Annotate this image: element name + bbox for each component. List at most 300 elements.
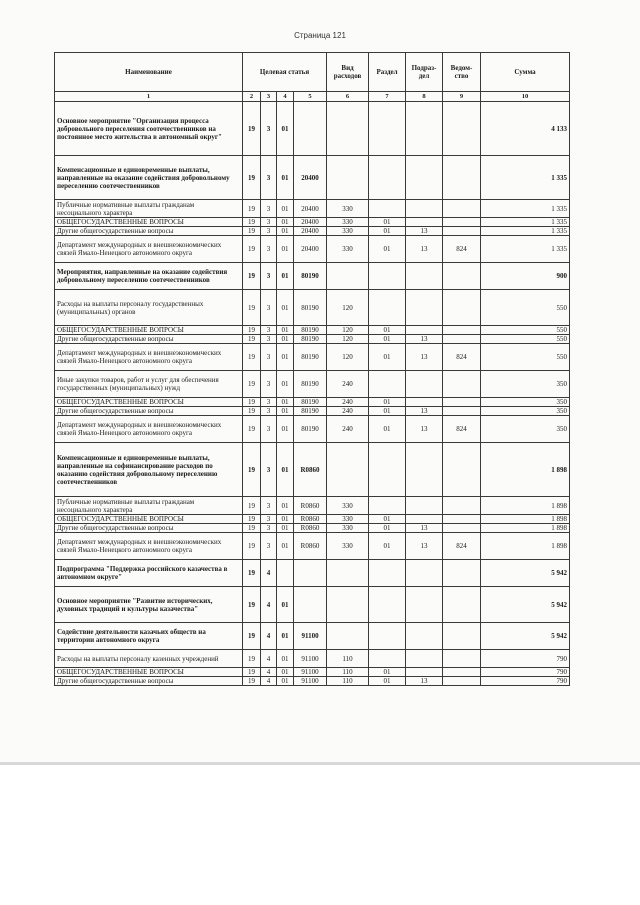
row-code-cell: 19 (243, 335, 261, 344)
row-code-cell (443, 200, 481, 218)
header-sum: Сумма (481, 53, 570, 92)
table-row (55, 344, 570, 371)
row-code-cell: 01 (369, 344, 406, 371)
row-code-cell: 19 (243, 398, 261, 407)
row-code-cell: 80190 (294, 416, 327, 443)
row-code-cell (406, 668, 443, 677)
row-code-cell: 01 (369, 398, 406, 407)
row-code-cell: 330 (327, 533, 369, 560)
row-sum-cell: 1 335 (481, 227, 570, 236)
row-code-cell (294, 102, 327, 156)
row-code-cell: 3 (261, 407, 277, 416)
row-code-cell: 120 (327, 344, 369, 371)
row-code-cell: 19 (243, 227, 261, 236)
row-code-cell: 110 (327, 668, 369, 677)
header-target-article: Целевая статья (243, 53, 327, 92)
table-row (55, 677, 570, 686)
row-name-cell: Департамент международных и внешнеэкономических связей Ямало-Ненецкого автономного округа (55, 416, 243, 443)
row-code-cell: 19 (243, 290, 261, 326)
row-sum-cell: 1 335 (481, 156, 570, 200)
row-code-cell (369, 497, 406, 515)
row-sum-cell: 5 942 (481, 623, 570, 650)
row-code-cell: 19 (243, 200, 261, 218)
column-number-cell: 4 (277, 92, 294, 102)
row-code-cell: 01 (369, 533, 406, 560)
column-number-cell: 1 (55, 92, 243, 102)
row-code-cell: 01 (277, 416, 294, 443)
row-code-cell (369, 371, 406, 398)
row-code-cell: 240 (327, 416, 369, 443)
row-code-cell: R0860 (294, 497, 327, 515)
row-name-cell: Публичные нормативные выплаты гражданам несоциального характера (55, 200, 243, 218)
row-code-cell: 4 (261, 668, 277, 677)
row-code-cell: 19 (243, 344, 261, 371)
row-code-cell (443, 407, 481, 416)
row-code-cell (294, 560, 327, 587)
row-code-cell (443, 335, 481, 344)
row-code-cell: 91100 (294, 668, 327, 677)
row-name-cell: Содействие деятельности казачьих обществ на территории автономного округа (55, 623, 243, 650)
row-code-cell (406, 156, 443, 200)
row-code-cell: 330 (327, 515, 369, 524)
row-code-cell: 01 (369, 227, 406, 236)
row-code-cell: 19 (243, 560, 261, 587)
row-code-cell: 19 (243, 443, 261, 497)
row-code-cell: 13 (406, 533, 443, 560)
column-number-cell: 9 (443, 92, 481, 102)
row-code-cell (406, 650, 443, 668)
row-code-cell (327, 560, 369, 587)
row-code-cell: 19 (243, 263, 261, 290)
page-edge (0, 762, 640, 765)
row-name-cell: Компенсационные и единовременные выплаты, направленные на софинансирование расходов по оказанию содействия добровольному переселению соотечественников (55, 443, 243, 497)
table-row (55, 515, 570, 524)
row-code-cell: 01 (277, 407, 294, 416)
row-sum-cell: 1 898 (481, 524, 570, 533)
row-code-cell (369, 623, 406, 650)
row-code-cell: 13 (406, 227, 443, 236)
column-number-cell: 3 (261, 92, 277, 102)
row-code-cell: 20400 (294, 236, 327, 263)
row-code-cell: 91100 (294, 623, 327, 650)
row-code-cell: 3 (261, 156, 277, 200)
row-code-cell: 19 (243, 236, 261, 263)
row-code-cell: 19 (243, 524, 261, 533)
row-code-cell (406, 218, 443, 227)
row-code-cell: 19 (243, 623, 261, 650)
row-code-cell (406, 497, 443, 515)
row-code-cell: 13 (406, 407, 443, 416)
header-subsection: Подраз-дел (406, 53, 443, 92)
row-code-cell: 13 (406, 335, 443, 344)
table-row (55, 227, 570, 236)
row-code-cell: 330 (327, 524, 369, 533)
row-code-cell: 110 (327, 677, 369, 686)
row-code-cell: 13 (406, 416, 443, 443)
column-number-cell: 7 (369, 92, 406, 102)
table-row (55, 560, 570, 587)
row-sum-cell: 790 (481, 668, 570, 677)
row-code-cell: 19 (243, 326, 261, 335)
row-code-cell (327, 587, 369, 623)
header-department: Ведом-ство (443, 53, 481, 92)
row-code-cell (369, 587, 406, 623)
row-name-cell: Публичные нормативные выплаты гражданам несоциального характера (55, 497, 243, 515)
row-code-cell (406, 623, 443, 650)
table-row (55, 335, 570, 344)
row-code-cell (443, 218, 481, 227)
row-code-cell: 01 (369, 236, 406, 263)
row-code-cell (369, 650, 406, 668)
header-expense-type: Вид расходов (327, 53, 369, 92)
row-code-cell: 240 (327, 407, 369, 416)
row-code-cell: 19 (243, 650, 261, 668)
row-code-cell: 01 (369, 326, 406, 335)
row-code-cell: 19 (243, 677, 261, 686)
row-code-cell: 01 (369, 407, 406, 416)
table-row (55, 443, 570, 497)
row-code-cell: 240 (327, 371, 369, 398)
row-code-cell: 01 (369, 677, 406, 686)
row-code-cell: 20400 (294, 200, 327, 218)
row-code-cell (406, 326, 443, 335)
row-code-cell (406, 371, 443, 398)
row-code-cell: 3 (261, 398, 277, 407)
header-section: Раздел (369, 53, 406, 92)
row-sum-cell: 5 942 (481, 587, 570, 623)
row-code-cell (443, 587, 481, 623)
row-name-cell: Другие общегосударственные вопросы (55, 524, 243, 533)
row-code-cell: 01 (277, 587, 294, 623)
table-row (55, 218, 570, 227)
row-code-cell: 01 (277, 200, 294, 218)
row-code-cell: 3 (261, 533, 277, 560)
row-code-cell: 330 (327, 200, 369, 218)
column-number-cell: 2 (243, 92, 261, 102)
row-code-cell (443, 263, 481, 290)
row-code-cell: 01 (277, 533, 294, 560)
row-code-cell (443, 668, 481, 677)
row-code-cell: 19 (243, 515, 261, 524)
table-row (55, 650, 570, 668)
row-code-cell: 13 (406, 524, 443, 533)
row-code-cell: 19 (243, 218, 261, 227)
row-name-cell: Подпрограмма "Поддержка российского казачества в автономном округе" (55, 560, 243, 587)
row-code-cell: 01 (277, 290, 294, 326)
row-code-cell: 3 (261, 497, 277, 515)
row-code-cell: 19 (243, 407, 261, 416)
row-code-cell: 80190 (294, 263, 327, 290)
row-code-cell (277, 560, 294, 587)
row-code-cell: 19 (243, 156, 261, 200)
row-code-cell: 01 (277, 326, 294, 335)
table-row (55, 587, 570, 623)
row-code-cell: 4 (261, 587, 277, 623)
row-code-cell (327, 263, 369, 290)
column-number-cell: 10 (481, 92, 570, 102)
row-code-cell: 01 (277, 156, 294, 200)
row-code-cell: 240 (327, 398, 369, 407)
row-code-cell: 3 (261, 227, 277, 236)
row-sum-cell: 1 898 (481, 515, 570, 524)
row-code-cell (327, 156, 369, 200)
row-name-cell: Другие общегосударственные вопросы (55, 335, 243, 344)
row-code-cell (327, 623, 369, 650)
row-code-cell: R0860 (294, 443, 327, 497)
column-number-cell: 8 (406, 92, 443, 102)
row-code-cell (369, 102, 406, 156)
row-sum-cell: 1 335 (481, 200, 570, 218)
row-code-cell (406, 443, 443, 497)
row-code-cell: 80190 (294, 398, 327, 407)
header-row (55, 53, 570, 92)
row-code-cell (369, 263, 406, 290)
row-code-cell (406, 290, 443, 326)
row-code-cell: 330 (327, 236, 369, 263)
table-row (55, 290, 570, 326)
row-code-cell: 01 (277, 668, 294, 677)
row-code-cell: 20400 (294, 218, 327, 227)
table-row (55, 326, 570, 335)
row-code-cell: 19 (243, 371, 261, 398)
row-code-cell: 13 (406, 344, 443, 371)
row-code-cell: 824 (443, 236, 481, 263)
row-name-cell: Другие общегосударственные вопросы (55, 677, 243, 686)
row-code-cell: 4 (261, 677, 277, 686)
row-sum-cell: 550 (481, 290, 570, 326)
budget-table (54, 52, 570, 686)
row-code-cell (443, 443, 481, 497)
row-sum-cell: 550 (481, 335, 570, 344)
row-code-cell: 80190 (294, 326, 327, 335)
row-code-cell: 4 (261, 623, 277, 650)
row-code-cell: 01 (277, 398, 294, 407)
row-code-cell: R0860 (294, 515, 327, 524)
row-code-cell: 120 (327, 335, 369, 344)
row-code-cell: 3 (261, 515, 277, 524)
row-code-cell: 01 (277, 524, 294, 533)
row-name-cell: ОБЩЕГОСУДАРСТВЕННЫЕ ВОПРОСЫ (55, 668, 243, 677)
row-sum-cell: 550 (481, 326, 570, 335)
row-code-cell: 824 (443, 344, 481, 371)
row-name-cell: Департамент международных и внешнеэкономических связей Ямало-Ненецкого автономного округа (55, 533, 243, 560)
table-row (55, 668, 570, 677)
row-code-cell: 91100 (294, 650, 327, 668)
row-name-cell: Компенсационные и единовременные выплаты, направленные на оказание содействия добровольному переселению соотечественников (55, 156, 243, 200)
row-code-cell (443, 650, 481, 668)
row-code-cell: 80190 (294, 344, 327, 371)
row-code-cell (406, 515, 443, 524)
row-code-cell (443, 497, 481, 515)
row-sum-cell: 1 898 (481, 443, 570, 497)
row-code-cell: 01 (277, 677, 294, 686)
row-code-cell: 330 (327, 497, 369, 515)
row-code-cell (443, 398, 481, 407)
row-code-cell: 01 (277, 623, 294, 650)
row-code-cell (443, 156, 481, 200)
row-sum-cell: 900 (481, 263, 570, 290)
row-code-cell: 01 (369, 416, 406, 443)
row-code-cell: 01 (277, 102, 294, 156)
table-row (55, 200, 570, 218)
row-code-cell: 3 (261, 371, 277, 398)
row-name-cell: Другие общегосударственные вопросы (55, 227, 243, 236)
row-code-cell: 01 (277, 443, 294, 497)
row-code-cell (327, 443, 369, 497)
page-number-label: Страница 121 (294, 31, 346, 40)
row-code-cell (443, 227, 481, 236)
row-code-cell: 3 (261, 524, 277, 533)
header-name: Наименование (55, 53, 243, 92)
row-code-cell: 120 (327, 326, 369, 335)
row-code-cell: R0860 (294, 524, 327, 533)
row-sum-cell: 550 (481, 344, 570, 371)
row-code-cell: 3 (261, 335, 277, 344)
row-code-cell (406, 560, 443, 587)
row-code-cell: R0860 (294, 533, 327, 560)
row-code-cell (443, 515, 481, 524)
column-number-row (55, 92, 570, 102)
table-row (55, 236, 570, 263)
row-name-cell: Основное мероприятие "Организация процесса добровольного переселения соотечественников на постоянное место жительства в автономный округ" (55, 102, 243, 156)
row-name-cell: Департамент международных и внешнеэкономических связей Ямало-Ненецкого автономного округа (55, 236, 243, 263)
row-name-cell: ОБЩЕГОСУДАРСТВЕННЫЕ ВОПРОСЫ (55, 218, 243, 227)
row-code-cell: 3 (261, 416, 277, 443)
row-code-cell (406, 587, 443, 623)
row-code-cell: 3 (261, 200, 277, 218)
row-code-cell (406, 200, 443, 218)
row-sum-cell: 5 942 (481, 560, 570, 587)
column-number-cell: 5 (294, 92, 327, 102)
row-code-cell: 80190 (294, 407, 327, 416)
row-code-cell: 824 (443, 533, 481, 560)
row-name-cell: Расходы на выплаты персоналу казенных учреждений (55, 650, 243, 668)
row-code-cell: 4 (261, 650, 277, 668)
row-code-cell (294, 587, 327, 623)
row-code-cell: 19 (243, 416, 261, 443)
table-row (55, 623, 570, 650)
row-code-cell: 824 (443, 416, 481, 443)
row-code-cell: 20400 (294, 156, 327, 200)
row-sum-cell: 350 (481, 416, 570, 443)
row-name-cell: ОБЩЕГОСУДАРСТВЕННЫЕ ВОПРОСЫ (55, 398, 243, 407)
table-row (55, 371, 570, 398)
row-code-cell: 01 (369, 515, 406, 524)
row-code-cell: 3 (261, 443, 277, 497)
row-code-cell: 01 (277, 344, 294, 371)
row-sum-cell: 790 (481, 677, 570, 686)
row-sum-cell: 1 335 (481, 236, 570, 263)
row-code-cell (406, 263, 443, 290)
row-code-cell (443, 326, 481, 335)
row-sum-cell: 350 (481, 407, 570, 416)
row-code-cell: 3 (261, 326, 277, 335)
row-code-cell: 91100 (294, 677, 327, 686)
row-code-cell (443, 102, 481, 156)
row-code-cell (443, 371, 481, 398)
row-code-cell: 120 (327, 290, 369, 326)
table-row (55, 102, 570, 156)
row-name-cell: Департамент международных и внешнеэкономических связей Ямало-Ненецкого автономного округа (55, 344, 243, 371)
row-code-cell (406, 102, 443, 156)
row-sum-cell: 790 (481, 650, 570, 668)
row-code-cell: 4 (261, 560, 277, 587)
row-code-cell: 01 (369, 668, 406, 677)
row-code-cell: 3 (261, 290, 277, 326)
row-code-cell: 01 (277, 515, 294, 524)
row-code-cell: 01 (277, 227, 294, 236)
row-code-cell: 80190 (294, 335, 327, 344)
row-name-cell: ОБЩЕГОСУДАРСТВЕННЫЕ ВОПРОСЫ (55, 326, 243, 335)
row-sum-cell: 1 898 (481, 497, 570, 515)
row-code-cell: 330 (327, 227, 369, 236)
table-row (55, 398, 570, 407)
row-code-cell: 3 (261, 236, 277, 263)
row-code-cell: 01 (369, 524, 406, 533)
row-name-cell: Расходы на выплаты персоналу государственных (муниципальных) органов (55, 290, 243, 326)
row-code-cell: 01 (277, 218, 294, 227)
row-name-cell: Иные закупки товаров, работ и услуг для обеспечения государственных (муниципальных) нужд (55, 371, 243, 398)
row-name-cell: Другие общегосударственные вопросы (55, 407, 243, 416)
row-code-cell: 19 (243, 533, 261, 560)
row-code-cell: 110 (327, 650, 369, 668)
row-code-cell: 01 (277, 263, 294, 290)
row-code-cell: 13 (406, 236, 443, 263)
table-row (55, 497, 570, 515)
row-code-cell: 3 (261, 218, 277, 227)
table-row (55, 407, 570, 416)
row-code-cell: 3 (261, 344, 277, 371)
row-code-cell: 01 (369, 335, 406, 344)
table-row (55, 524, 570, 533)
table-row (55, 533, 570, 560)
row-code-cell: 3 (261, 263, 277, 290)
row-name-cell: ОБЩЕГОСУДАРСТВЕННЫЕ ВОПРОСЫ (55, 515, 243, 524)
row-code-cell (406, 398, 443, 407)
row-code-cell: 19 (243, 102, 261, 156)
table-row (55, 416, 570, 443)
row-sum-cell: 350 (481, 398, 570, 407)
row-code-cell: 80190 (294, 290, 327, 326)
row-code-cell: 01 (369, 218, 406, 227)
row-code-cell: 80190 (294, 371, 327, 398)
table-row (55, 156, 570, 200)
row-code-cell: 19 (243, 497, 261, 515)
row-code-cell (369, 290, 406, 326)
row-code-cell: 01 (277, 371, 294, 398)
row-code-cell: 330 (327, 218, 369, 227)
row-code-cell: 20400 (294, 227, 327, 236)
row-code-cell: 3 (261, 102, 277, 156)
row-name-cell: Мероприятия, направленные на оказание содействия добровольному переселению соотечественников (55, 263, 243, 290)
row-code-cell (443, 677, 481, 686)
row-code-cell (443, 524, 481, 533)
row-sum-cell: 1 898 (481, 533, 570, 560)
table-body (55, 102, 570, 686)
row-code-cell: 19 (243, 587, 261, 623)
column-number-cell: 6 (327, 92, 369, 102)
row-sum-cell: 1 335 (481, 218, 570, 227)
row-code-cell (369, 443, 406, 497)
row-code-cell (443, 623, 481, 650)
row-code-cell (369, 200, 406, 218)
row-code-cell: 01 (277, 650, 294, 668)
row-code-cell (443, 560, 481, 587)
row-code-cell (327, 102, 369, 156)
row-code-cell (443, 290, 481, 326)
row-code-cell: 19 (243, 668, 261, 677)
row-code-cell: 01 (277, 236, 294, 263)
